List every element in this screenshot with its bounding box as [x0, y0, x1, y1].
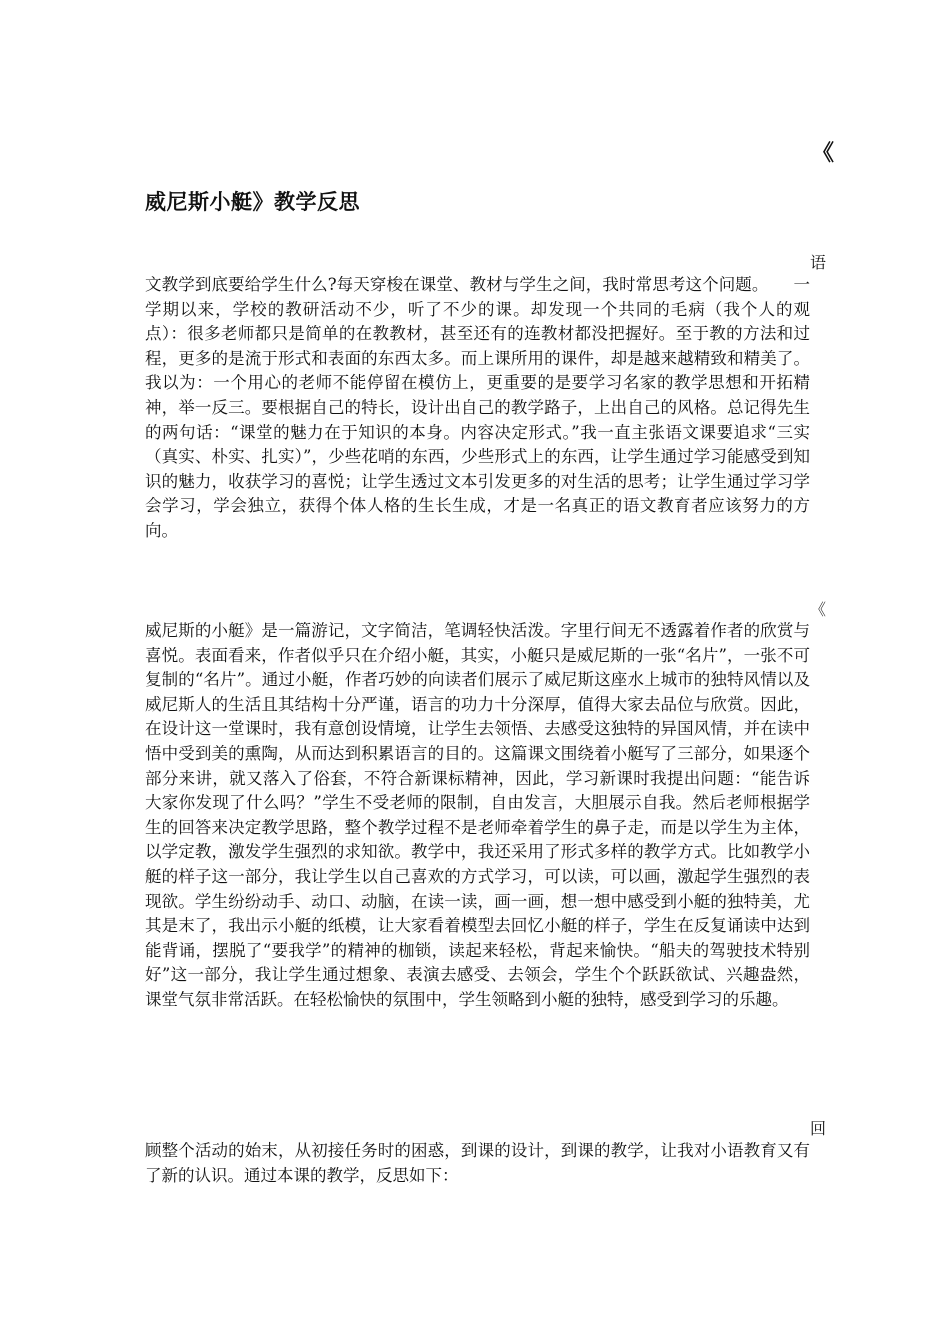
- paragraph-3-lead: 回: [810, 1119, 827, 1138]
- paragraph-3: 顾整个活动的始末，从初接任务时的困惑，到课的设计，到课的教学，让我对小语教育又有了新的认识。通过本课的教学，反思如下：: [145, 1141, 810, 1185]
- title-open-quote: 《: [812, 141, 835, 166]
- page-title: 威尼斯小艇》教学反思: [145, 190, 360, 214]
- paragraph-1: 文教学到底要给学生什么?每天穿梭在课堂、教材与学生之间，我时常思考这个问题。 一学期以来，学校的教研活动不少，听了不少的课。却发现一个共同的毛病（我个人的观点）：很多老师都只是简单的在教教材，甚至还有的连教材都没把握好。至于教的方法和过程，更多的是流于形式和表面的东西太多。而上课所用的课件，却是越来越精致和精美了。我以为：一个用心的老师不能停留在模仿上，更重要的是要学习名家的教学思想和开拓精神，举一反三。要根据自己的特长，设计出自己的教学路子，上出自己的风格。总记得先生的两句话：“课堂的魅力在于知识的本身。内容决定形式。”我一直主张语文课要追求“三实（真实、朴实、扎实）”，少些花哨的东西，少些形式上的东西，让学生通过学习能感受到知识的魅力，收获学习的喜悦；让学生透过文本引发更多的对生活的思考；让学生通过学习学会学习，学会独立，获得个体人格的生长生成，才是一名真正的语文教育者应该努力的方向。: [145, 275, 810, 540]
- paragraph-2: 威尼斯的小艇》是一篇游记，文字简洁，笔调轻快活泼。字里行间无不透露着作者的欣赏与喜悦。表面看来，作者似乎只在介绍小艇，其实，小艇只是威尼斯的一张“名片”，一张不可复制的“名片”。通过小艇，作者巧妙的向读者们展示了威尼斯这座水上城市的独特风情以及威尼斯人的生活且其结构十分严谨，语言的功力十分深厚，值得大家去品位与欣赏。因此，在设计这一堂课时，我有意创设情境，让学生去领悟、去感受这独特的异国风情，并在读中悟中受到美的熏陶，从而达到积累语言的目的。这篇课文围绕着小艇写了三部分，如果逐个部分来讲，就又落入了俗套，不符合新课标精神，因此，学习新课时我提出问题：“能告诉大家你发现了什么吗？”学生不受老师的限制，自由发言，大胆展示自我。然后老师根据学生的回答来决定教学思路，整个教学过程不是老师牵着学生的鼻子走，而是以学生为主体，以学定教，激发学生强烈的求知欲。教学中，我还采用了形式多样的教学方式。比如教学小艇的样子这一部分，我让学生以自己喜欢的方式学习，可以读，可以画，激起学生强烈的表现欲。学生纷纷动手、动口、动脑，在读一读，画一画，想一想中感受到小艇的独特美，尤其是末了，我出示小艇的纸模，让大家看着模型去回忆小艇的样子，学生在反复诵读中达到能背诵，摆脱了“要我学”的精神的枷锁，读起来轻松，背起来愉快。“船夫的驾驶技术特别好”这一部分，我让学生通过想象、表演去感受、去领会，学生个个跃跃欲试、兴趣盎然，课堂气氛非常活跃。在轻松愉快的氛围中，学生领略到小艇的独特，感受到学习的乐趣。: [145, 621, 810, 1009]
- paragraph-1-lead: 语: [810, 253, 827, 272]
- paragraph-2-lead: 《: [810, 600, 827, 619]
